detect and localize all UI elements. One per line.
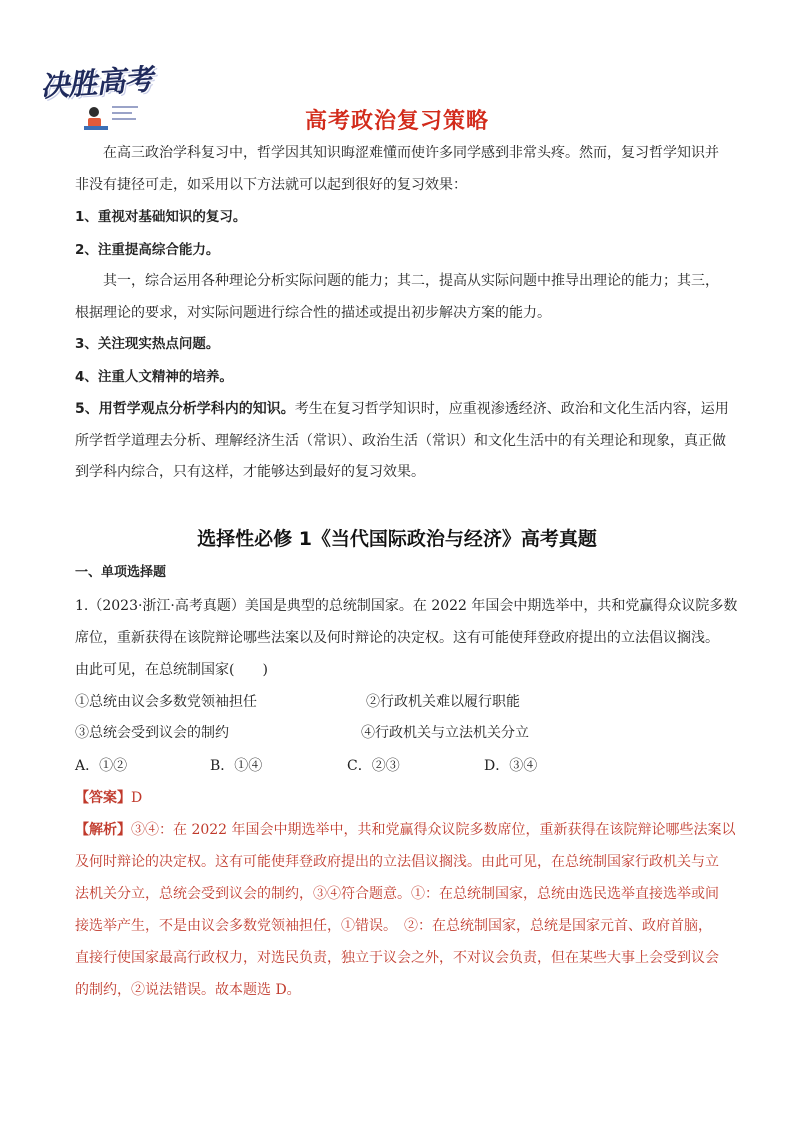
- point-2-detail-2: 根据理论的要求，对实际问题进行综合性的描述或提出初步解决方案的能力。: [75, 305, 551, 321]
- choice-b: B．①④: [210, 758, 263, 774]
- page-title: 高考政治复习策略: [304, 109, 489, 134]
- point-3: 3、关注现实热点问题。: [75, 336, 220, 352]
- question-line-3: 由此可见，在总统制国家( ): [75, 662, 268, 678]
- analysis-line-1: [75, 820, 736, 840]
- point-5-line-2: 所学哲学道理去分析、理解经济生活（常识）、政治生活（常识）和文化生活中的有关理论和现象，真正做: [75, 433, 726, 449]
- analysis-line-4: 接选举产生，不是由议会多数党领袖担任，①错误。 ②：在总统制国家，总统是国家元首、政府首脑，: [75, 918, 712, 934]
- point-5-text: 考生在复习哲学知识时，应重视渗透经济、政治和文化生活内容，运用: [294, 401, 729, 417]
- choice-c: C．②③: [347, 758, 400, 774]
- point-2-detail-1: 其一，综合运用各种理论分析实际问题的能力；其二，提高从实际问题中推导出理论的能力；其三，: [103, 273, 719, 289]
- answer-label: 【答案】: [75, 790, 131, 806]
- analysis-line-2: 及何时辩论的决定权。这有可能使拜登政府提出的立法倡议搁浅。由此可见，在总统制国家行政机关与立: [75, 854, 719, 870]
- point-1: 1、重视对基础知识的复习。: [75, 209, 247, 225]
- point-2: 2、注重提高综合能力。: [75, 242, 220, 258]
- logo-text: 决胜高考: [39, 61, 154, 104]
- analysis-text-1: ③④：在 2022 年国会中期选举中，共和党赢得众议院多数席位，重新获得在该院辩论哪些法案以: [131, 822, 736, 838]
- point-5-heading: 5、用哲学观点分析学科内的知识。: [75, 401, 295, 417]
- subsection-title: 一、单项选择题: [75, 565, 167, 580]
- question-line-1: 1.（2023·浙江·高考真题）美国是典型的总统制国家。在 2022 年国会中期选举中，共和党赢得众议院多数: [75, 598, 738, 614]
- point-5-line-3: 到学科内综合，只有这样，才能够达到最好的复习效果。: [75, 464, 425, 480]
- analysis-line-6: 的制约，②说法错误。故本题选 D。: [75, 982, 301, 998]
- point-5: [75, 399, 729, 419]
- choice-d: D．③④: [484, 758, 538, 774]
- statement-2: ②行政机关难以履行职能: [366, 694, 520, 710]
- statement-4: ④行政机关与立法机关分立: [361, 725, 529, 741]
- section-title: 选择性必修 1《当代国际政治与经济》高考真题: [197, 528, 597, 550]
- answer: [75, 788, 725, 808]
- point-4: 4、注重人文精神的培养。: [75, 369, 233, 385]
- choice-a: A．①②: [75, 758, 128, 774]
- statement-1: ①总统由议会多数党领袖担任: [75, 694, 257, 710]
- analysis-label: 【解析】: [75, 822, 131, 838]
- intro-line-2: 非没有捷径可走，如采用以下方法就可以起到很好的复习效果：: [75, 177, 467, 193]
- question-line-2: 席位，重新获得在该院辩论哪些法案以及何时辩论的决定权。这有可能使拜登政府提出的立法倡议搁浅。: [75, 630, 719, 646]
- analysis-line-3: 法机关分立，总统会受到议会的制约，③④符合题意。①：在总统制国家，总统由选民选举直接选举或间: [75, 886, 719, 902]
- analysis-line-5: 直接行使国家最高行政权力，对选民负责，独立于议会之外，不对议会负责，但在某些大事上会受到议会: [75, 950, 719, 966]
- answer-value: D: [131, 790, 143, 806]
- intro-line-1: 在高三政治学科复习中，哲学因其知识晦涩难懂而使许多同学感到非常头疼。然而，复习哲学知识并: [103, 145, 719, 161]
- statement-3: ③总统会受到议会的制约: [75, 725, 229, 741]
